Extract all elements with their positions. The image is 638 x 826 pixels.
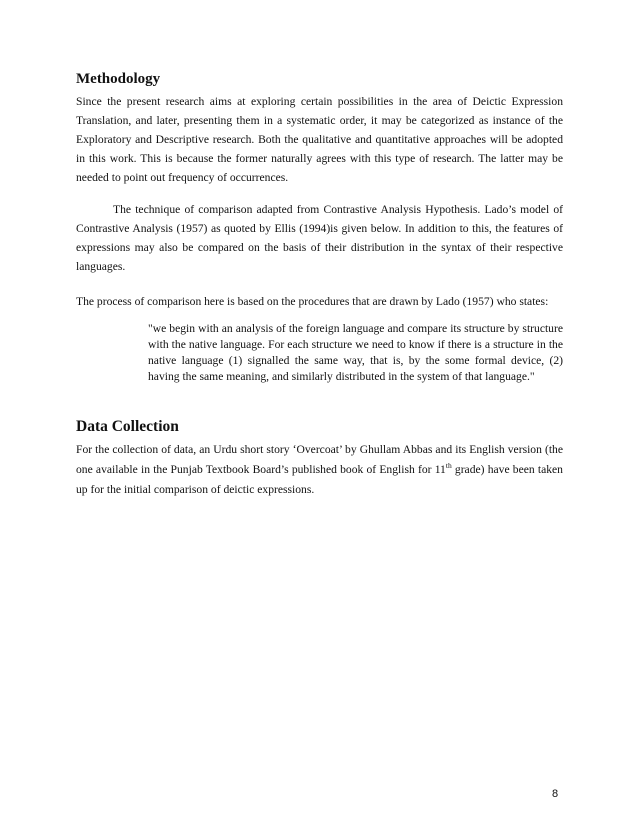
data-collection-paragraph bbox=[76, 440, 563, 500]
methodology-heading: Methodology bbox=[76, 71, 161, 87]
lado-quote: "we begin with an analysis of the foreign language and compare its structure by structure with the native language. For each structure we need to know if there is a structure in the native language (1) signalled the same way, that is, by the some formal device, (2) having the same meaning, and similarly distributed in the system of that language." bbox=[148, 322, 563, 383]
data-collection-text-part-2: grade) have been taken up for the initial comparison of deictic expressions. bbox=[76, 463, 563, 496]
page-number: 8 bbox=[552, 788, 559, 800]
page-content bbox=[76, 70, 563, 500]
methodology-paragraph-1: Since the present research aims at exploring certain possibilities in the area of Deictic Expression Translation, and later, presenting them in a systematic order, it may be categorized as instance of the Exploratory and Descriptive research. Both the qualitative and quantitative approaches will be adopted in this work. This is because the former naturally agrees with this type of research. The latter may be needed to point out frequency of occurrences. bbox=[76, 95, 563, 184]
data-collection-heading: Data Collection bbox=[76, 418, 179, 435]
methodology-paragraph-3: The process of comparison here is based on the procedures that are drawn by Lado (1957) who states: bbox=[76, 295, 549, 308]
data-collection-text-part-1: For the collection of data, an Urdu short story ‘Overcoat’ by Ghullam Abbas and its English version (the one available in the Punjab Textbook Board’s published book of English for 11 bbox=[76, 443, 563, 476]
methodology-paragraph-2: The technique of comparison adapted from Contrastive Analysis Hypothesis. Lado’s model of Contrastive Analysis (1957) as quoted by Ellis (1994)is given below. In addition to this, the features of expressions may also be compared on the basis of their distribution in the syntax of their respective languages. bbox=[76, 203, 563, 273]
ordinal-superscript: th bbox=[445, 461, 452, 471]
